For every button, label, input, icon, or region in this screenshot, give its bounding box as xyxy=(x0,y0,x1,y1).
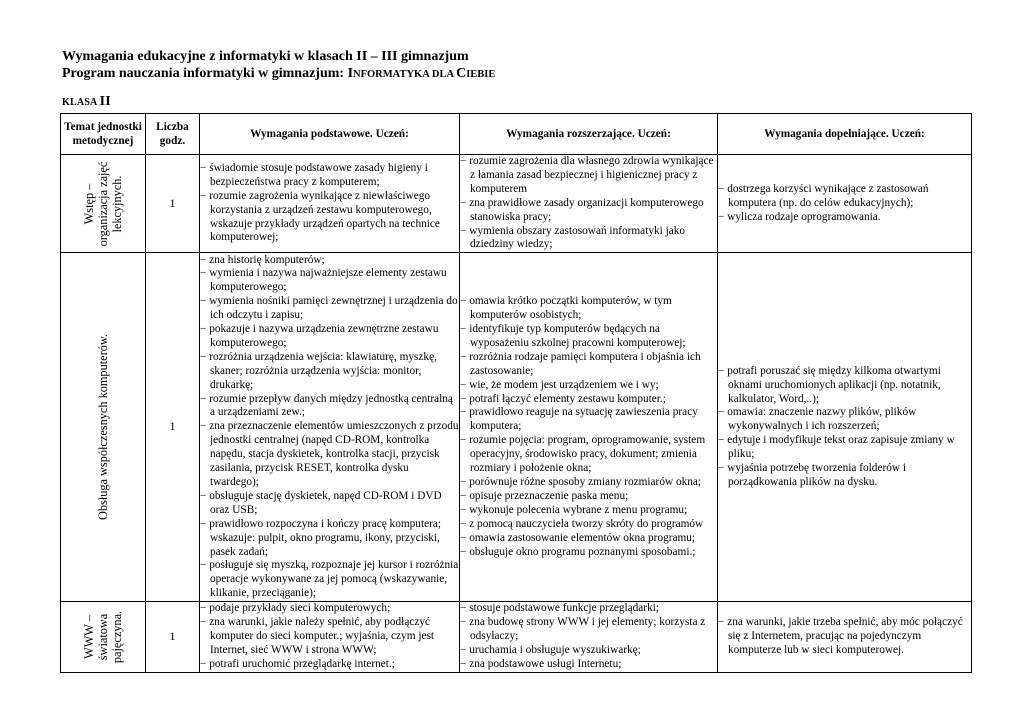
list-item: − opisuje przeznaczenie paska menu; xyxy=(460,490,717,504)
list-item: − potrafi uruchomić przeglądarkę internet.; xyxy=(200,658,459,672)
title-line-2: Program nauczania informatyki w gimnazjum: INFORMATYKA DLA CIEBIE xyxy=(62,66,496,81)
list-item: − zna podstawowe usługi Internetu; xyxy=(460,658,717,672)
list-item: − rozróżnia rodzaje pamięci komputera i objaśnia ich zastosowanie; xyxy=(460,351,717,379)
extended-requirements-cell xyxy=(460,602,718,673)
list-item: − rozumie zagrożenia wynikające z niewłaściwego korzystania z urządzeń zestawu komputerowego, wskazuje przykłady urządzeń opartych na technice komputerowej; xyxy=(200,190,459,246)
list-item: − zna przeznaczenie elementów umieszczonych z przodu jednostki centralnej (napęd CD-ROM, kontrolka napędu, stacja dyskietek, kontrolka stacji, przycisk zasilania, przycisk RESET, kontrolka dysku twardego); xyxy=(200,420,459,490)
title-line-1: Wymagania edukacyjne z informatyki w klasach II – III gimnazjum xyxy=(62,49,469,64)
list-item: − wie, że modem jest urządzeniem we i wy; xyxy=(460,379,717,393)
table-row xyxy=(61,155,972,253)
list-item: − potrafi poruszać się między kilkoma otwartymi oknami uruchomionych aplikacji (np. notatnik, kalkulator, Word,..); xyxy=(718,365,971,407)
list-item: − zna warunki, jakie trzeba spełnić, aby móc połączyć się z Internetem, pracując na pojedynczym komputerze lub w sieci komputerowej. xyxy=(718,616,971,658)
supplementary-requirements-cell xyxy=(718,155,972,253)
topic-cell: Obsługa współczesnych komputerów. xyxy=(61,253,146,602)
topic-cell: WWW – światowa pajęczyna. xyxy=(61,602,146,673)
hours-cell: 1 xyxy=(146,253,200,602)
col-header-supplementary: Wymagania dopełniające. Uczeń: xyxy=(718,114,972,155)
list-item: − omawia zastosowanie elementów okna programu; xyxy=(460,532,717,546)
list-item: − porównuje różne sposoby zmiany rozmiarów okna; xyxy=(460,476,717,490)
class-label: KLASA II xyxy=(62,94,111,109)
col-header-extended: Wymagania rozszerzające. Uczeń: xyxy=(460,114,718,155)
list-item: − rozumie pojęcia: program, oprogramowanie, system operacyjny, środowisko pracy, dokument; zmienia rozmiary i położenie okna; xyxy=(460,434,717,476)
supplementary-requirements-cell xyxy=(718,253,972,602)
extended-requirements-cell xyxy=(460,155,718,253)
list-item: − prawidłowo reaguje na sytuację zawieszenia pracy komputera; xyxy=(460,406,717,434)
list-item: − wymienia i nazywa najważniejsze elementy zestawu komputerowego; xyxy=(200,267,459,295)
list-item: − stosuje podstawowe funkcje przeglądarki; xyxy=(460,602,717,616)
col-header-topic: Temat jednostki metodycznej xyxy=(61,114,146,155)
list-item: − prawidłowo rozpoczyna i kończy pracę komputera; wskazuje: pulpit, okno programu, ikony, przyciski, pasek zadań; xyxy=(200,518,459,560)
col-header-basic: Wymagania podstawowe. Uczeń: xyxy=(200,114,460,155)
list-item: − posługuje się myszką, rozpoznaje jej kursor i rozróżnia operacje wykonywane za jej pomocą (wskazywanie, klikanie, przeciąganie); xyxy=(200,559,459,601)
list-item: − zna budowę strony WWW i jej elementy; korzysta z odsyłaczy; xyxy=(460,616,717,644)
hours-cell: 1 xyxy=(146,155,200,253)
list-item: − z pomocą nauczyciela tworzy skróty do programów xyxy=(460,518,717,532)
list-item: − wykonuje polecenia wybrane z menu programu; xyxy=(460,504,717,518)
list-item: − wymienia obszary zastosowań informatyki jako dziedziny wiedzy; xyxy=(460,225,717,253)
list-item: − podaje przykłady sieci komputerowych; xyxy=(200,602,459,616)
list-item: − dostrzega korzyści wynikające z zastosowań komputera (np. do celów edukacyjnych); xyxy=(718,183,971,211)
list-item: − identyfikuje typ komputerów będących na wyposażeniu szkolnej pracowni komputerowej; xyxy=(460,323,717,351)
col-header-hours: Liczba godz. xyxy=(146,114,200,155)
supplementary-requirements-cell xyxy=(718,602,972,673)
topic-cell: Wstęp – organizacja zajęć lekcyjnych. xyxy=(61,155,146,253)
list-item: − rozróżnia urządzenia wejścia: klawiaturę, myszkę, skaner; rozróżnia urządzenia wyjścia: monitor, drukarkę; xyxy=(200,351,459,393)
list-item: − zna historię komputerów; xyxy=(200,254,459,268)
requirements-table xyxy=(60,113,972,673)
list-item: − wymienia nośniki pamięci zewnętrznej i urządzenia do ich odczytu i zapisu; xyxy=(200,295,459,323)
list-item: − zna prawidłowe zasady organizacji komputerowego stanowiska pracy; xyxy=(460,197,717,225)
list-item: − wyjaśnia potrzebę tworzenia folderów i porządkowania plików na dysku. xyxy=(718,462,971,490)
hours-cell: 1 xyxy=(146,602,200,673)
list-item: − obsługuje okno programu poznanymi sposobami.; xyxy=(460,546,717,560)
list-item: − rozumie zagrożenia dla własnego zdrowia wynikające z łamania zasad bezpiecznej i higienicznej pracy z komputerem xyxy=(460,155,717,197)
list-item: − obsługuje stację dyskietek, napęd CD-ROM i DVD oraz USB; xyxy=(200,490,459,518)
list-item: − omawia krótko początki komputerów, w tym komputerów osobistych; xyxy=(460,295,717,323)
table-row xyxy=(61,253,972,602)
document-title xyxy=(62,48,962,83)
list-item: − omawia: znaczenie nazwy plików, plików wykonywalnych i ich rozszerzeń; xyxy=(718,406,971,434)
list-item: − uruchamia i obsługuje wyszukiwarkę; xyxy=(460,644,717,658)
list-item: − zna warunki, jakie należy spełnić, aby podłączyć komputer do sieci komputer.; wyjaśnia, czym jest Internet, sieć WWW i strona WWW; xyxy=(200,616,459,658)
list-item: − potrafi łączyć elementy zestawu komputer.; xyxy=(460,393,717,407)
list-item: − rozumie przepływ danych między jednostką centralną a urządzeniami zew.; xyxy=(200,393,459,421)
extended-requirements-cell xyxy=(460,253,718,602)
table-row xyxy=(61,602,972,673)
table-header-row xyxy=(61,114,972,155)
list-item: − świadomie stosuje podstawowe zasady higieny i bezpieczeństwa pracy z komputerem; xyxy=(200,162,459,190)
basic-requirements-cell xyxy=(200,602,460,673)
basic-requirements-cell xyxy=(200,253,460,602)
list-item: − wylicza rodzaje oprogramowania. xyxy=(718,211,971,225)
list-item: − edytuje i modyfikuje tekst oraz zapisuje zmiany w pliku; xyxy=(718,434,971,462)
basic-requirements-cell xyxy=(200,155,460,253)
list-item: − pokazuje i nazywa urządzenia zewnętrzne zestawu komputerowego; xyxy=(200,323,459,351)
